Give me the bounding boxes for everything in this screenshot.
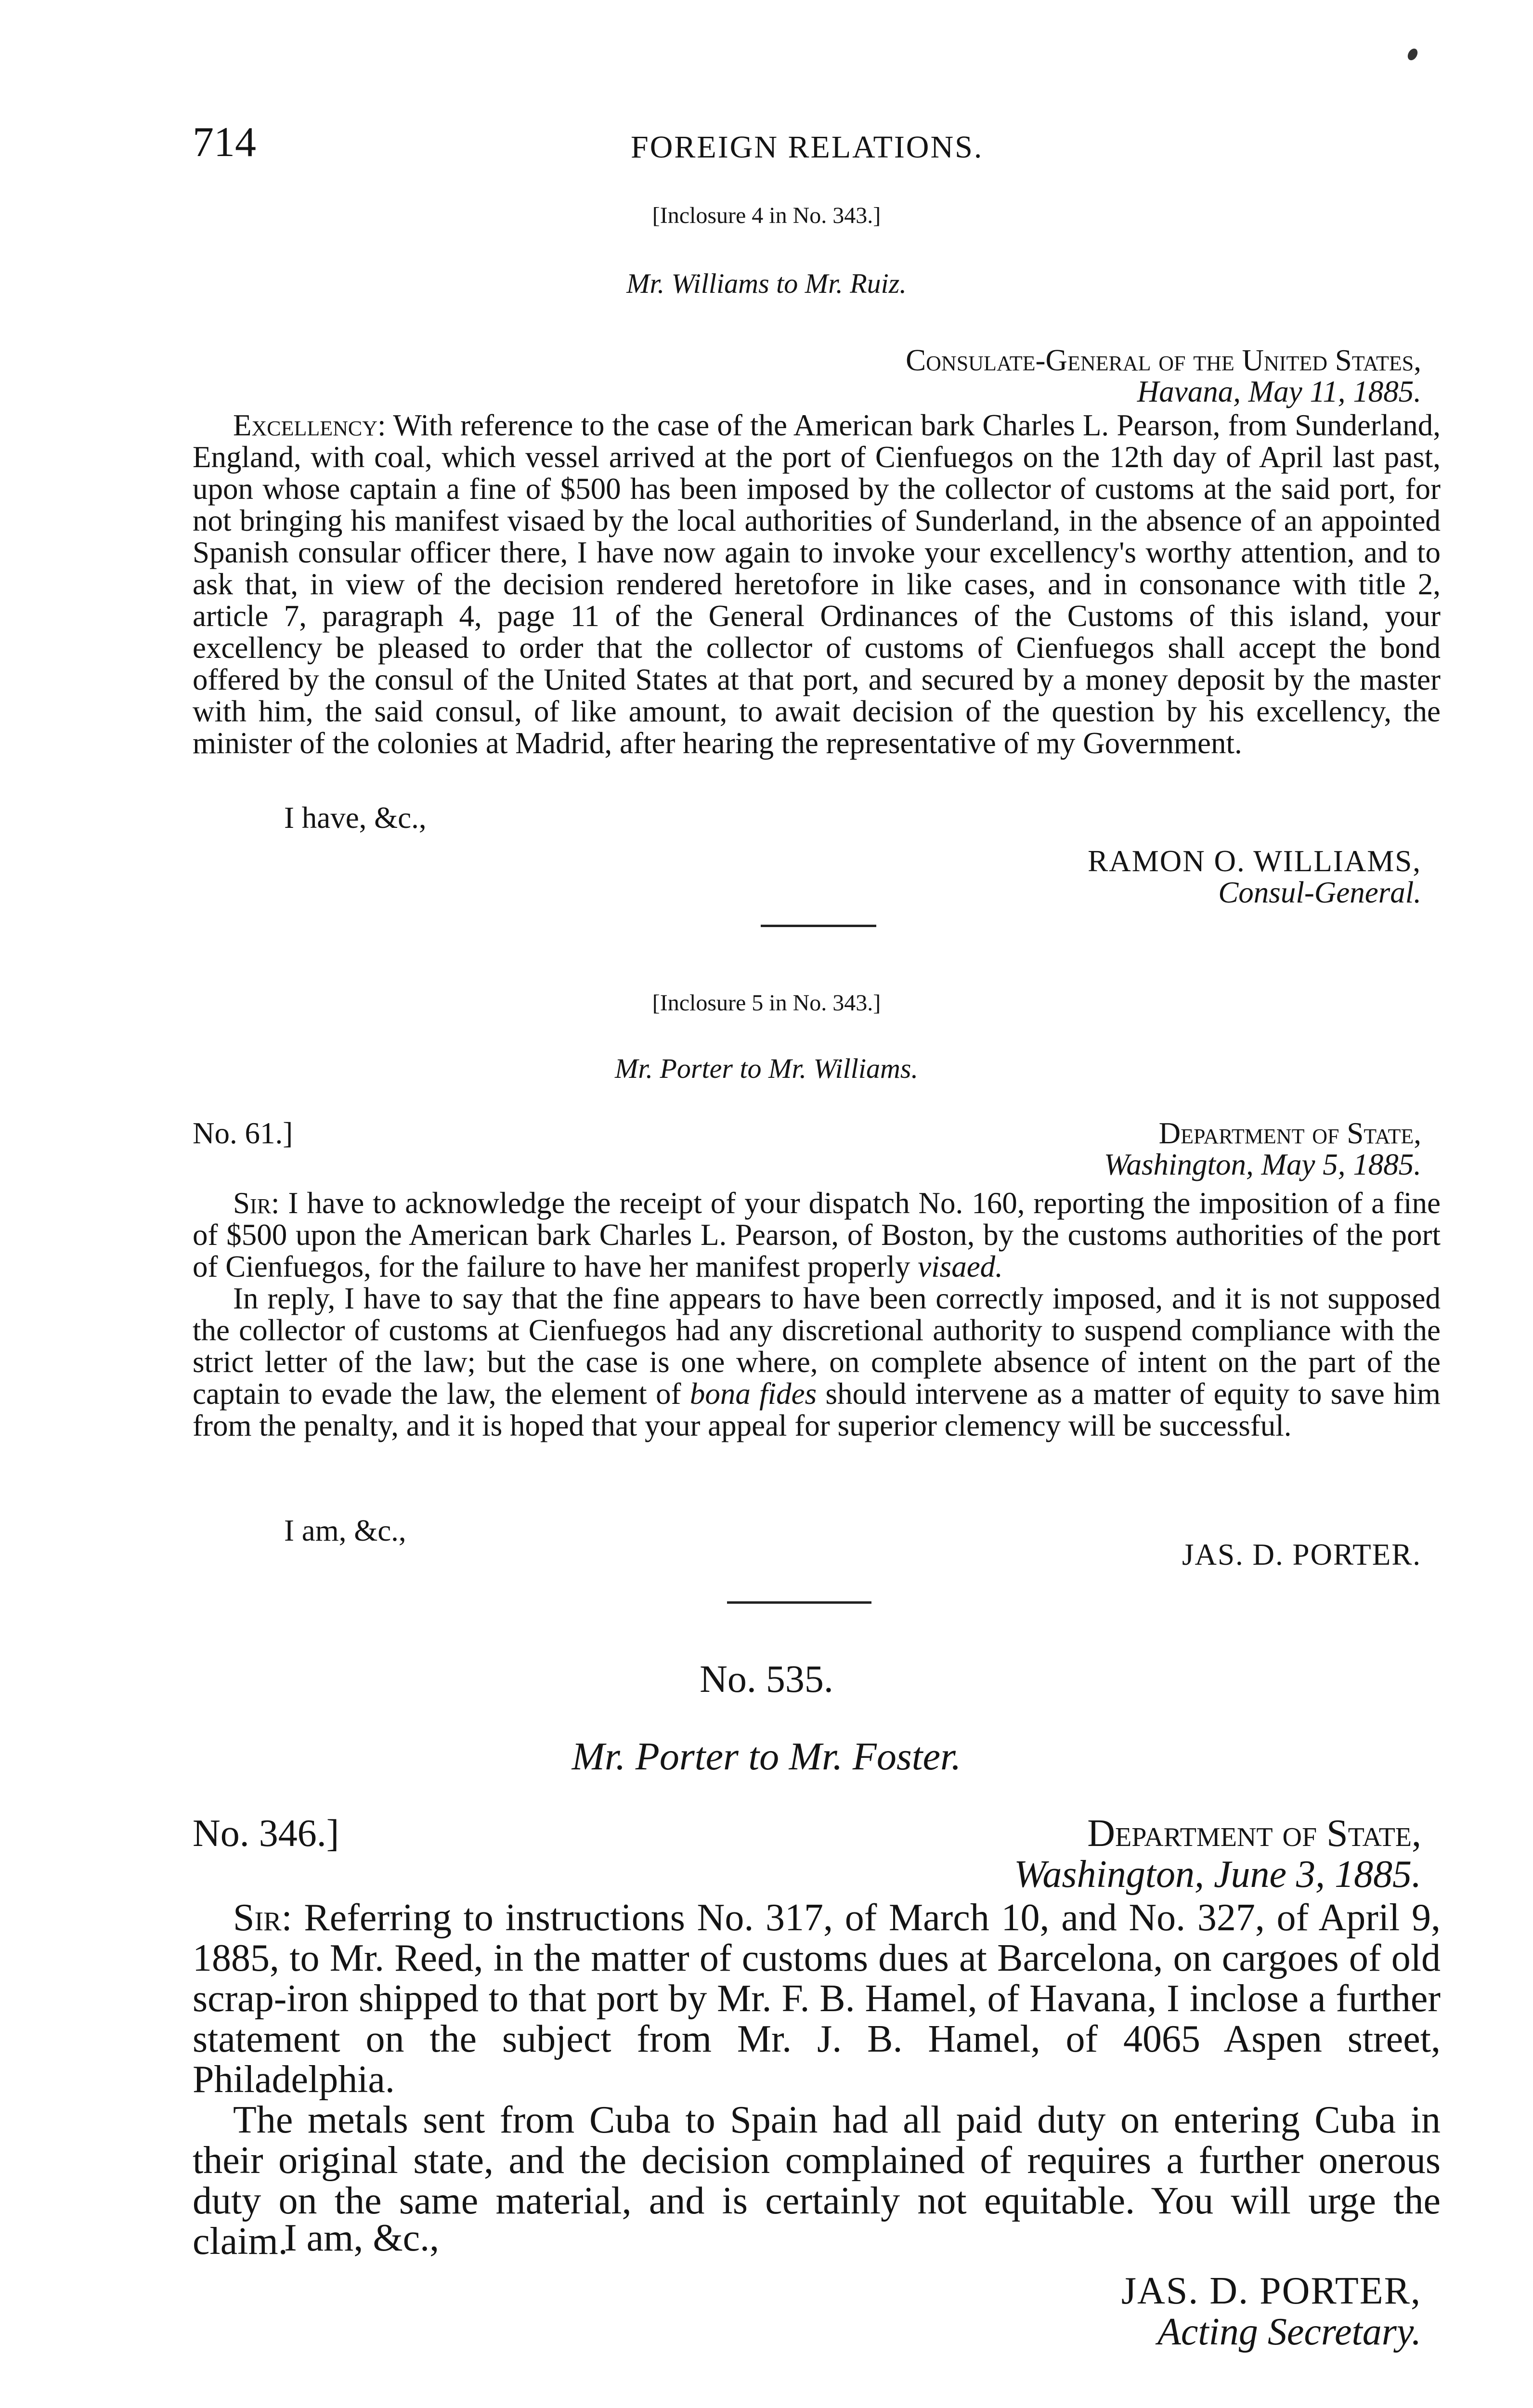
document-535-office: Department of State, [1087,1812,1421,1855]
inclosure-4-heading: Mr. Williams to Mr. Ruiz. [626,268,907,299]
inclosure-5-para-1-italic: visaed. [918,1250,1003,1283]
inclosure-5-body [193,1187,1441,1441]
inclosure-5-paragraph-1 [193,1187,1441,1283]
inclosure-5-number: No. 61.] [193,1116,293,1150]
document-535-body [193,1898,1441,2262]
inclosure-5-place-date: Washington, May 5, 1885. [1104,1148,1421,1181]
page-number: 714 [193,119,256,166]
document-535-closing: I am, &c., [284,2217,440,2259]
inclosure-5-signature: JAS. D. PORTER. [1182,1538,1421,1571]
inclosure-4-salutation: Excellency [233,408,378,442]
running-title: FOREIGN RELATIONS. [631,130,984,165]
inclosure-5-para-2-text-b: should intervene as a matter of equity to save him from the penalty, and it is hoped that your appeal for superior clemency will be successful. [193,1377,1441,1442]
inclosure-5-para-1-text: : I have to acknowledge the receipt of your dispatch No. 160, reporting the imposition of a fine of $500 upon the American bark Charles L. Pearson, of Boston, by the customs authorities of the port of Cienfuegos, for the failure to have her manifest properly [193,1186,1441,1283]
inclosure-5-paragraph-2 [193,1283,1441,1441]
inclosure-5-para-2-italic: bona fides [689,1377,817,1411]
inclosure-4-body [193,409,1441,759]
inclosure-4-closing: I have, &c., [284,801,427,835]
document-535-paragraph-2: The metals sent from Cuba to Spain had all paid duty on entering Cuba in their original state, and the decision complained of requires a further onerous duty on the same material, and is certainly not equitable. You will urge the claim. [193,2099,1441,2263]
inclosure-5-closing: I am, &c., [284,1514,406,1547]
document-535-signature: JAS. D. PORTER, [1121,2270,1421,2312]
document-535-heading: Mr. Porter to Mr. Foster. [572,1734,961,1778]
document-535-para-1-text: : Referring to instructions No. 317, of March 10, and No. 327, of April 9, 1885, to Mr. Reed, in the matter of customs dues at Barcelona, on cargoes of old scrap-iron shipped to that port by Mr. F. B. Hamel, of Havana, I inclose a further statement on the subject from Mr. J. B. Hamel, of 4065 Aspen street, Philadelphia. [193,1897,1441,2101]
document-535-number: No. 346.] [193,1812,339,1855]
section-divider [761,925,876,927]
document-535-salutation: Sir [233,1897,282,1939]
scan-speck [1406,47,1420,62]
inclosure-4-signer-title: Consul-General. [1218,876,1421,909]
inclosure-4-signature: RAMON O. WILLIAMS, [1088,844,1421,878]
document-number-heading: No. 535. [700,1658,833,1701]
inclosure-5-heading: Mr. Porter to Mr. Williams. [615,1053,918,1084]
inclosure-5-para-2-text-a: In reply, I have to say that the fine appears to have been correctly imposed, and it is not supposed the collector of customs at Cienfuegos had any discretional authority to suspend compliance with the strict letter of the law; but the case is one where, on complete absence of intent on the part of the captain to evade the law, the element of [193,1282,1441,1411]
inclosure-4-label: [Inclosure 4 in No. 343.] [652,203,881,228]
inclosure-4-body-text: : With reference to the case of the American bark Charles L. Pearson, from Sunderland, England, with coal, which vessel arrived at the port of Cienfuegos on the 12th day of April last past, upon whose captain a fine of $500 has been imposed by the collector of customs at the said port, for not bringing his manifest visaed by the local authorities of Sunderland, in the absence of an appointed Spanish consular officer there, I have now again to invoke your excellency's worthy attention, and to ask that, in view of the decision rendered heretofore in like cases, and in consonance with title 2, article 7, paragraph 4, page 11 of the General Ordinances of the Customs of this island, your excellency be pleased to order that the collector of customs of Cienfuegos shall accept the bond offered by the consul of the United States at that port, and secured by a money deposit by the master with him, the said consul, of like amount, to await decision of the question by his excellency, the minister of the colonies at Madrid, after hearing the representative of my Government. [193,408,1441,760]
section-divider-2 [727,1601,871,1604]
inclosure-4-office: Consulate-General of the United States, [906,343,1421,377]
inclosure-4-place-date: Havana, May 11, 1885. [1137,375,1421,408]
document-535-paragraph-1 [193,1898,1441,2100]
inclosure-5-office: Department of State, [1158,1116,1421,1150]
document-535-place-date: Washington, June 3, 1885. [1014,1853,1421,1896]
document-535-signer-title: Acting Secretary. [1157,2311,1421,2353]
inclosure-5-salutation: Sir [233,1186,272,1220]
inclosure-5-label: [Inclosure 5 in No. 343.] [652,990,881,1016]
